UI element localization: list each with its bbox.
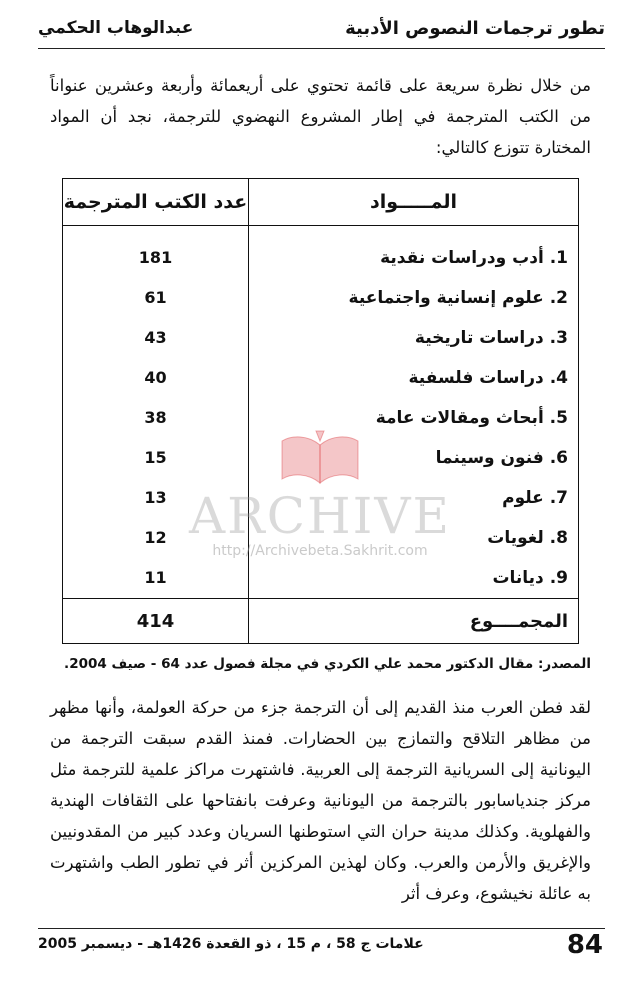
page-header [38,14,605,44]
count-row [63,558,248,598]
table-row [249,518,568,558]
total-row [63,599,579,644]
table-row [249,358,568,398]
journal-info: علامات ج 58 ، م 15 ، ذو القعدة 1426هـ - ديسمبر 2005 [38,936,424,952]
page-number: 84 [566,930,603,960]
table-header-row [63,179,579,226]
subject-cell: 7. علوم [502,488,568,508]
count-cell: 61 [144,288,167,307]
table-row [249,558,568,598]
translated-books-table [62,178,579,644]
count-cell: 43 [144,328,167,347]
count-row [63,438,248,478]
intro-paragraph: من خلال نظرة سريعة على قائمة تحتوي على أريعمائة وأربعة وعشرين عنواناً من الكتب المترجمة في إطار المشروع النهضوي للترجمة، نجد أن المواد المختارة تتوزع كالتالي: [50,76,591,157]
count-cell: 38 [144,408,167,427]
source-note: المصدر: مقال الدكتور محمد علي الكردي في مجلة فصول عدد 64 - صيف 2004. [64,656,591,672]
table-row [249,398,568,438]
subjects-column [249,226,579,599]
subject-cell: 3. دراسات تاريخية [414,328,568,348]
count-row [63,398,248,438]
count-row [63,478,248,518]
table-body [63,226,579,599]
count-row [63,358,248,398]
subject-cell: 5. أبحاث ومقالات عامة [375,408,568,428]
count-cell: 181 [138,248,173,267]
watermark-title: ARCHIVE [189,487,451,545]
subject-cell: 8. لغويات [487,528,568,548]
count-row [63,278,248,318]
total-label: المجمــــوع [249,599,579,644]
table-row [249,278,568,318]
running-title: تطور ترجمات النصوص الأدبية [345,18,605,39]
count-cell: 15 [144,448,167,467]
table-row [249,318,568,358]
subject-header: المـــــواد [249,179,579,226]
body-paragraph: لقد فطن العرب منذ القديم إلى أن الترجمة جزء من حركة العولمة، وأنها مظهر من مظاهر التلاقح والتمازج بين الحضارات. فمنذ القدم سبقت الترجمة من اليونانية إلى السريانية الترجمة إلى العربية. فاشتهرت مراكز علمية للترجمة مثل مركز جندياسابور بالترجمة من اليونانية وعرفت بانفتاحها على الثقافات الهندية والفهلوية. وكذلك مدينة حران التي استوطنها السريان وعدد كبير من المقدونيين والإغريق والأرمن والعرب. وكان لهذين المركزين أثر في تطور الطب واشتهرت به عائلة نخيشوع، وعرف أثر [50,698,591,903]
count-header: عدد الكتب المترجمة [63,179,249,226]
subject-cell: 1. أدب ودراسات نقدية [380,248,568,268]
author-name: عبدالوهاب الحكمي [38,18,194,38]
subject-cell: 6. فنون وسينما [435,448,568,468]
total-count: 414 [63,599,249,644]
table-row [249,238,568,278]
count-cell: 40 [144,368,167,387]
count-row [63,318,248,358]
count-row [63,238,248,278]
count-cell: 13 [144,488,167,507]
count-cell: 12 [144,528,167,547]
subject-cell: 2. علوم إنسانية واجتماعية [348,288,568,308]
table-row [249,438,568,478]
count-row [63,518,248,558]
watermark-url: http://Archivebeta.Sakhrit.com [212,543,428,559]
page-footer [38,928,603,968]
subject-cell: 4. دراسات فلسفية [408,368,568,388]
count-cell: 11 [144,568,167,587]
header-rule [38,48,605,49]
counts-column [63,226,249,599]
table-row [249,478,568,518]
subject-cell: 9. ديانات [492,568,568,588]
